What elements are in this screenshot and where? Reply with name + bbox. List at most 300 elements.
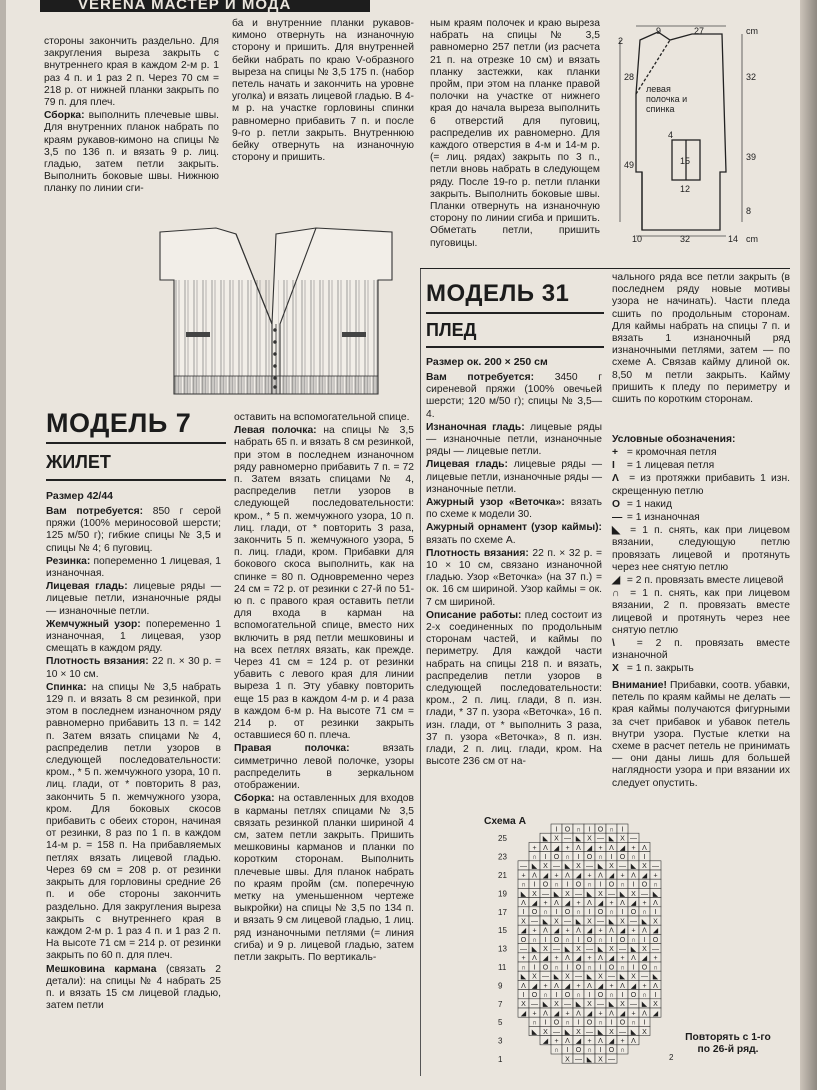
scheme-symbol-icon: O <box>619 936 626 944</box>
scheme-symbol-icon: ∩ <box>619 881 626 889</box>
scheme-symbol-icon: Λ <box>576 927 581 935</box>
scheme-symbol-icon: + <box>609 900 614 907</box>
scheme-row-number: 1 <box>498 1055 503 1064</box>
scheme-symbol-icon: O <box>542 881 549 889</box>
scheme-symbol-icon: X <box>532 890 537 898</box>
scheme-symbol-icon: Λ <box>653 900 658 907</box>
scheme-symbol-icon: Λ <box>554 982 559 990</box>
scheme-symbol-icon: + <box>554 1038 559 1045</box>
legend-symbol-icon: X <box>612 663 619 675</box>
paragraph-text: лицевые ряды — изнаночные петли, изнаночные ряды — лицевые петли. <box>426 421 603 458</box>
model31-rule-2 <box>426 346 604 348</box>
scheme-symbol-icon: — <box>652 863 659 871</box>
paragraph-label: Ажурный орнамент (узор каймы): <box>426 522 602 534</box>
scheme-row-number: 25 <box>498 834 507 844</box>
scheme-symbol-icon: X <box>598 890 603 898</box>
paragraph-text: лицевые ряды — лицевые петли, изнаночные ряды — изнаночные петли. <box>46 581 222 617</box>
dim-top-cm: cm <box>746 26 758 36</box>
scheme-symbol-icon: ◣ <box>531 863 538 871</box>
legend-item <box>612 638 790 662</box>
scheme-row-number: 5 <box>498 1018 503 1028</box>
scheme-symbol-icon: O <box>641 964 648 972</box>
scheme-symbol-icon: — <box>597 1001 604 1009</box>
scheme-symbol-icon: + <box>642 900 647 907</box>
scheme-symbol-icon: I <box>533 964 536 972</box>
scheme-symbol-icon: X <box>576 1028 581 1036</box>
scheme-symbol-icon: ∩ <box>575 909 582 917</box>
scheme-symbol-icon: X <box>554 918 559 926</box>
scheme-symbol-icon: ◢ <box>520 927 527 935</box>
scheme-symbol-icon: I <box>599 881 602 889</box>
scheme-symbol-icon: Λ <box>521 900 526 907</box>
scheme-symbol-icon: X <box>543 946 548 953</box>
scheme-symbol-icon: Λ <box>631 955 636 963</box>
paragraph-text: на спицы № 3,5 набрать 129 п. и вязать 8 см резинкой, при этом в последнем изнаночном ряду равномерно прибавить 13 п. = 142 п. Затем вязать спицами № 4, распределив петли узоров в следующей последовательности: кром., * 5 п. жемчужного узора, 10 п. лиц. глади, от * повторить 8 раз, закончить 5 п. жемчужного узора, кром. Для боковых скосов прибавить с обеих сторон, начиная от резинки, 8 раз по 1 п. в каждом 14-м р. = 158 п. На прибавляемых петлях вязать лицевой гладью. Через 69 см = 208 р. от резинки закрыть для горловины средние 26 п. и обе стороны закончить раздельно. Для закругления выреза закрыть с внутреннего края в каждом 2-м р. 1 раз 4 п. и 1 раз 2 п. На высоте 71 см = 214 р. от резинки закрыть по 60 п. для плеч. <box>46 681 221 962</box>
scheme-symbol-icon: O <box>597 909 604 917</box>
scheme-symbol-icon: + <box>576 982 581 990</box>
legend-item <box>612 460 790 472</box>
paragraph-label: Правая полочка: <box>234 743 350 755</box>
scheme-symbol-icon: + <box>554 872 559 880</box>
paragraph-text: (связать 2 детали): на спицы № 4 набрать 25 п. и вязать 15 см лицевой гладью, затем петли <box>46 963 221 1012</box>
legend-text: = кромочная петля <box>624 447 717 458</box>
scheme-symbol-icon: — <box>553 946 560 953</box>
model7-text-column-1 <box>46 506 221 1012</box>
dim-inner-15: 15 <box>680 156 691 166</box>
paragraph-label: Вам потребуется: <box>46 506 144 517</box>
paragraph <box>46 581 221 618</box>
dim-left-28: 28 <box>624 72 635 82</box>
paragraph <box>426 372 602 421</box>
scheme-row-number: 9 <box>498 981 503 991</box>
scheme-symbol-icon: Λ <box>565 872 570 880</box>
scheme-symbol-icon: Λ <box>543 927 548 935</box>
scheme-symbol-icon: I <box>522 909 525 917</box>
scheme-symbol-icon: I <box>632 964 635 972</box>
scheme-symbol-icon: ◢ <box>608 872 615 880</box>
paragraph-text: стороны закончить раздельно. Для закругления выреза закрыть с внутреннего края в каждом 2-м р. 1 раз 4 п. и 1 раз 2 п. Через 70 см = 218 р. от нижней планки закрыть по 79 п. для плеч. <box>44 36 219 109</box>
scheme-symbol-icon: ◢ <box>597 982 604 990</box>
legend-symbol-icon: Λ <box>612 473 619 485</box>
dim-right-39: 39 <box>746 152 757 162</box>
paragraph <box>426 459 602 496</box>
scheme-symbol-icon: ◣ <box>575 918 582 926</box>
scheme-symbol-icon: I <box>610 936 613 944</box>
scheme-symbol-icon: Λ <box>598 872 603 880</box>
scheme-symbol-icon: Λ <box>609 844 614 852</box>
paragraph-text: вязать по схеме к модели 30. <box>426 497 603 521</box>
scheme-symbol-icon: ∩ <box>553 964 560 972</box>
scheme-symbol-icon: I <box>588 826 591 834</box>
paragraph <box>44 110 219 195</box>
scheme-symbol-icon: ◢ <box>652 927 659 935</box>
scheme-symbol-icon: X <box>653 1001 658 1009</box>
scheme-symbol-icon: — <box>652 946 659 953</box>
scheme-symbol-icon: O <box>586 936 593 944</box>
scheme-symbol-icon: Λ <box>620 900 625 907</box>
legend-text: = из протяжки прибавить 1 изн. скрещенную петлю <box>612 473 790 497</box>
paragraph <box>234 425 414 742</box>
scheme-symbol-icon: X <box>642 946 647 953</box>
scheme-symbol-icon: X <box>598 973 603 981</box>
scheme-symbol-icon: X <box>653 918 658 926</box>
scheme-symbol-icon: I <box>522 992 525 999</box>
scheme-symbol-icon: ∩ <box>608 909 615 917</box>
scheme-symbol-icon: O <box>608 881 615 889</box>
legend-symbol-icon: + <box>612 447 619 458</box>
scheme-symbol-icon: O <box>630 909 637 917</box>
scheme-symbol-icon: ∩ <box>652 881 659 889</box>
scheme-symbol-icon: X <box>631 973 636 981</box>
scheme-symbol-icon: X <box>598 1056 603 1064</box>
paragraph <box>426 610 602 769</box>
scheme-symbol-icon: ∩ <box>575 826 582 834</box>
scheme-symbol-icon: Λ <box>631 1038 636 1045</box>
dim-right-32: 32 <box>746 72 757 82</box>
scheme-symbol-icon: X <box>642 1028 647 1036</box>
paragraph-label: Изнаночная гладь: <box>426 421 525 433</box>
scheme-symbol-icon: ◢ <box>597 900 604 907</box>
paragraph-text: ба и внутренние планки рукавов-кимоно отвернуть на изнаночную сторону и пришить. Для внутренней бейки набрать по краю V-образного выреза на спицы № 3,5 175 п. (набор петель начать и закончить на уровне уголка) и вязать лицевой гладью. В 4-м р. на участке горловины спинки равномерно прибавить 7 п. и после 9-го р. петли закрыть. Внутреннюю бейку отвернуть на изнаночную сторону и пришить. <box>232 18 414 164</box>
scheme-symbol-icon: + <box>642 982 647 990</box>
scheme-symbol-icon: ◣ <box>531 946 538 953</box>
paragraph-text: 850 г серой пряжи (100% мериносовой шерсти; 125 м/50 г); гибкие спицы № 3,5 и спицы № 4; 6 пуговиц. <box>46 506 221 554</box>
scheme-symbol-icon: I <box>632 881 635 889</box>
scheme-symbol-icon: ∩ <box>531 854 538 861</box>
scheme-symbol-icon: ◣ <box>630 1028 637 1036</box>
paragraph-text: лицевые ряды — лицевые петли, изнаночные ряды — изнаночные петли. <box>426 459 603 495</box>
scheme-symbol-icon: I <box>621 992 624 999</box>
scheme-symbol-icon: + <box>631 927 636 935</box>
scheme-symbol-icon: ∩ <box>531 936 538 944</box>
scheme-symbol-icon: I <box>533 881 536 889</box>
model31-text-column-1 <box>426 372 602 769</box>
scheme-symbol-icon: ∩ <box>630 936 637 944</box>
scheme-symbol-icon: ∩ <box>652 964 659 972</box>
scheme-row-number: 19 <box>498 889 507 899</box>
scheme-symbol-icon: O <box>531 992 538 999</box>
scheme-symbol-icon: ◢ <box>608 955 615 963</box>
dim-top-9: 9 <box>656 26 662 36</box>
legend-text: = 2 п. провязать вместе лицевой <box>624 575 784 587</box>
scheme-symbol-icon: — <box>564 835 571 843</box>
scheme-symbol-icon: X <box>620 835 625 843</box>
scheme-symbol-icon: ◢ <box>553 844 560 852</box>
legend-symbol-icon: I <box>612 460 615 472</box>
scheme-symbol-icon: + <box>598 1010 603 1018</box>
legend-symbol-icon: O <box>612 498 621 510</box>
scheme-symbol-icon: ◢ <box>630 900 637 907</box>
scheme-symbol-icon: + <box>653 955 658 963</box>
scheme-symbol-icon: O <box>641 881 648 889</box>
legend-text: = 1 накид <box>624 498 673 510</box>
scheme-symbol-icon: ◢ <box>520 1010 527 1018</box>
scheme-symbol-icon: — <box>564 918 571 926</box>
scheme-row-number: 17 <box>498 907 507 917</box>
scheme-symbol-icon: ∩ <box>553 881 560 889</box>
paragraph <box>46 964 221 1013</box>
scheme-symbol-icon: I <box>654 992 657 999</box>
scheme-symbol-icon: — <box>542 973 549 981</box>
paragraph-text: вязать по схеме А. <box>426 534 516 546</box>
scheme-symbol-icon: + <box>532 844 537 852</box>
paragraph <box>46 682 221 963</box>
scheme-symbol-icon: O <box>597 992 604 999</box>
dim-inner-12: 12 <box>680 184 691 194</box>
scheme-symbol-icon: ∩ <box>564 854 571 861</box>
scheme-symbol-icon: ◣ <box>608 835 615 843</box>
paragraph-label: Сборка: <box>44 110 85 122</box>
scheme-symbol-icon: Λ <box>532 872 537 880</box>
scheme-symbol-icon: X <box>609 946 614 953</box>
scheme-symbol-icon: — <box>575 973 582 981</box>
scheme-symbol-icon: — <box>630 918 637 926</box>
paragraph <box>430 18 600 250</box>
scheme-symbol-icon: ◣ <box>564 863 571 871</box>
model7-size: Размер 42/44 <box>46 490 114 502</box>
scheme-symbol-icon: O <box>553 936 560 944</box>
scheme-symbol-icon: Λ <box>631 872 636 880</box>
scheme-symbol-icon: — <box>520 946 527 953</box>
scheme-symbol-icon: ◣ <box>608 1001 615 1009</box>
scheme-symbol-icon: X <box>587 918 592 926</box>
magazine-page <box>6 0 806 1090</box>
paragraph-text: оставить на вспомогательной спице. <box>234 412 410 423</box>
legend-text: = 1 лицевая петля <box>624 460 715 472</box>
legend-symbol-icon: — <box>612 512 623 524</box>
scheme-symbol-icon: X <box>587 835 592 843</box>
scheme-symbol-icon: + <box>587 955 592 963</box>
scheme-symbol-icon: O <box>630 992 637 999</box>
paragraph-text: попеременно 1 лицевая, 1 изнаночная. <box>46 555 221 580</box>
scheme-symbol-icon: Λ <box>609 927 614 935</box>
scheme-symbol-icon: ◢ <box>553 927 560 935</box>
center-divider <box>420 268 421 1076</box>
top-text-column-2 <box>232 18 414 164</box>
paragraph-label: Спинка: <box>46 681 87 693</box>
legend-item <box>612 663 790 675</box>
scheme-symbol-icon: O <box>564 826 571 834</box>
scheme-symbol-icon: O <box>520 936 527 944</box>
top-text-column-3 <box>430 18 600 250</box>
scheme-symbol-icon: X <box>521 918 526 926</box>
scheme-symbol-icon: ∩ <box>542 992 549 999</box>
scheme-symbol-icon: ◣ <box>575 1001 582 1009</box>
scheme-symbol-icon: ◣ <box>542 918 549 926</box>
scheme-symbol-icon: X <box>532 973 537 981</box>
scheme-symbol-icon: + <box>587 1038 592 1045</box>
scheme-symbol-icon: — <box>531 918 538 926</box>
scheme-row-number: 23 <box>498 852 507 862</box>
scheme-symbol-icon: O <box>553 1019 560 1027</box>
scheme-symbol-icon: X <box>565 890 570 898</box>
scheme-symbol-icon: O <box>575 881 582 889</box>
paragraph <box>612 272 790 406</box>
scheme-symbol-icon: O <box>553 854 560 861</box>
paragraph <box>46 656 221 680</box>
scheme-symbol-icon: ◣ <box>586 1056 593 1064</box>
scheme-symbol-icon: X <box>620 1001 625 1009</box>
dim-left-49: 49 <box>624 160 635 170</box>
scheme-symbol-icon: ◣ <box>608 918 615 926</box>
legend-text: = 1 п. снять, как при лицевом вязании, следующую петлю провязать лицевой и протянуть через нее снятую петлю <box>612 525 790 573</box>
paragraph-label: Сборка: <box>234 793 275 805</box>
scheme-symbol-icon: ∩ <box>520 964 527 972</box>
scheme-a-chart <box>492 818 692 1080</box>
scheme-symbol-icon: — <box>619 1028 626 1036</box>
scheme-symbol-icon: ∩ <box>630 1019 637 1027</box>
scheme-symbol-icon: — <box>608 890 615 898</box>
scheme-symbol-icon: Λ <box>642 1010 647 1018</box>
scheme-symbol-icon: + <box>598 844 603 852</box>
scheme-symbol-icon: + <box>565 844 570 852</box>
scheme-symbol-icon: ◣ <box>531 1028 538 1036</box>
scheme-symbol-icon: ∩ <box>520 881 527 889</box>
header-banner-text: VERENA МАСТЕР И МОДА <box>78 0 292 13</box>
scheme-symbol-icon: Λ <box>620 982 625 990</box>
scheme-symbol-icon: ◣ <box>641 1001 648 1009</box>
scheme-symbol-icon: ∩ <box>586 1047 593 1055</box>
scheme-symbol-icon: — <box>608 1056 615 1064</box>
scheme-symbol-icon: O <box>586 1019 593 1027</box>
scheme-symbol-icon: — <box>542 890 549 898</box>
scheme-row-number: 13 <box>498 944 507 954</box>
scheme-symbol-icon: + <box>543 982 548 990</box>
top-text-column-1 <box>44 36 219 196</box>
scheme-symbol-icon: O <box>608 964 615 972</box>
scheme-symbol-icon: ∩ <box>597 854 604 861</box>
scheme-symbol-icon: ◣ <box>586 973 593 981</box>
scheme-symbol-icon: I <box>599 964 602 972</box>
paragraph <box>232 18 414 164</box>
scheme-label: Схема А <box>484 816 527 827</box>
model7-rule-2 <box>46 479 226 481</box>
scheme-symbol-icon: ∩ <box>619 1047 626 1055</box>
scheme-symbol-icon: ∩ <box>564 936 571 944</box>
legend-item <box>612 575 790 587</box>
paragraph-label: Лицевая гладь: <box>46 581 128 593</box>
paragraph-label: Плотность вязания: <box>426 547 529 559</box>
scheme-symbol-icon: ◢ <box>619 927 626 935</box>
scheme-row-number: 7 <box>498 999 503 1009</box>
scheme-symbol-icon: I <box>544 1019 547 1027</box>
scheme-symbol-icon: Λ <box>642 927 647 935</box>
legend-text: = 1 п. закрыть <box>624 663 694 675</box>
scheme-symbol-icon: O <box>575 964 582 972</box>
scheme-symbol-icon: X <box>565 1056 570 1064</box>
scheme-symbol-icon: I <box>643 854 646 861</box>
scheme-symbol-icon: ◢ <box>641 955 648 963</box>
scheme-symbol-icon: ◢ <box>641 872 648 880</box>
scheme-symbol-icon: I <box>588 992 591 999</box>
schematic-label: левая полочка и спинка <box>646 84 688 114</box>
scheme-symbol-icon: X <box>609 1028 614 1036</box>
scheme-symbol-icon: X <box>521 1001 526 1009</box>
paragraph-label: Левая полочка: <box>234 425 317 437</box>
paragraph <box>44 36 219 109</box>
dim-bottom-32: 32 <box>680 234 691 244</box>
scheme-symbol-icon: ∩ <box>531 1019 538 1027</box>
scheme-symbol-icon: X <box>554 1001 559 1009</box>
scheme-symbol-icon: — <box>597 918 604 926</box>
scheme-symbol-icon: ∩ <box>553 1047 560 1055</box>
scheme-symbol-icon: ∩ <box>586 964 593 972</box>
scheme-symbol-icon: X <box>620 918 625 926</box>
scheme-symbol-icon: — <box>597 835 604 843</box>
scheme-symbol-icon: ∩ <box>608 992 615 999</box>
scheme-symbol-icon: ∩ <box>564 1019 571 1027</box>
scheme-symbol-icon: I <box>610 854 613 861</box>
scheme-symbol-icon: — <box>586 946 593 953</box>
scheme-symbol-icon: O <box>575 1047 582 1055</box>
scheme-symbol-icon: — <box>619 946 626 953</box>
scheme-symbol-icon: X <box>543 1028 548 1036</box>
paragraph-text: ным краям полочек и краю выреза набрать на спицы № 3,5 равномерно 257 петли (из расчета 21 п. на отрезке 10 см) и вязать планку застежки, как планки пройм, при этом на планке правой полочки на участке от нижнего края до начала выреза выполнить 6 отверстий для пуговиц, распределив их равномерно. Для каждого отверстия в 4-м и 14-м р. (= лиц. рядах) закрыть по 3 п., петли вновь набрать в следующем ряду. После 19-го р. петли планки закрыть. Выполнить боковые швы. Планки отвернуть на изнаночную сторону по линии сгиба и пришить. Обметать петли, пришить пуговицы. <box>430 18 600 249</box>
scheme-symbol-icon: Λ <box>609 1010 614 1018</box>
scheme-symbol-icon: + <box>631 844 636 852</box>
scheme-symbol-icon: X <box>543 863 548 871</box>
scheme-symbol-icon: ◢ <box>619 1010 626 1018</box>
scheme-symbol-icon: — <box>641 973 648 981</box>
scheme-symbol-icon: Λ <box>543 844 548 852</box>
scheme-symbol-icon: ∩ <box>641 909 648 917</box>
dim-top-2: 2 <box>618 36 624 46</box>
scheme-symbol-icon: + <box>521 955 526 963</box>
scheme-symbol-icon: I <box>599 1047 602 1055</box>
scheme-symbol-icon: ◢ <box>630 982 637 990</box>
dim-top-27: 27 <box>694 26 705 36</box>
scheme-symbol-icon: I <box>544 854 547 861</box>
legend-list <box>612 447 790 676</box>
scheme-symbol-icon: ◣ <box>641 918 648 926</box>
scheme-symbol-icon: + <box>565 927 570 935</box>
scheme-symbol-icon: + <box>565 1010 570 1018</box>
scheme-symbol-icon: ◢ <box>586 844 593 852</box>
scheme-symbol-icon: — <box>575 1056 582 1064</box>
scheme-symbol-icon: O <box>564 992 571 999</box>
scheme-symbol-icon: I <box>544 936 547 944</box>
note-paragraph <box>612 680 790 790</box>
scheme-symbol-icon: X <box>565 973 570 981</box>
paragraph-text: вязать симметрично левой полочке, узоры распределить в зеркальном отображении. <box>234 743 414 792</box>
scheme-symbol-icon: Λ <box>642 844 647 852</box>
scheme-symbol-icon: Λ <box>576 1010 581 1018</box>
scheme-row-number: 15 <box>498 926 507 936</box>
scheme-symbol-icon: + <box>554 955 559 963</box>
paragraph <box>426 548 602 609</box>
paragraph-label: Резинка: <box>46 555 91 567</box>
paragraph <box>426 497 602 521</box>
paragraph-text: попеременно 1 изнаночная, 1 лицевая, узор смещать в каждом ряду. <box>46 618 221 655</box>
scheme-symbol-icon: I <box>555 826 558 834</box>
scheme-symbol-icon: ◣ <box>586 890 593 898</box>
scheme-symbol-icon: X <box>587 1001 592 1009</box>
model31-text-column-2 <box>612 272 790 406</box>
pattern-schematic <box>610 22 770 244</box>
scheme-symbol-icon: + <box>653 872 658 880</box>
scheme-symbol-icon: ◢ <box>553 1010 560 1018</box>
paragraph-label: Жемчужный узор: <box>46 618 141 630</box>
scheme-symbol-icon: — <box>553 1028 560 1036</box>
scheme-symbol-icon: I <box>577 1019 580 1027</box>
paragraph-text: 22 п. × 30 р. = 10 × 10 см. <box>46 656 221 680</box>
scheme-symbol-icon: ◢ <box>542 955 549 963</box>
legend-symbol-icon: ◣ <box>612 525 620 537</box>
scheme-symbol-icon: ◢ <box>564 982 571 990</box>
model31-subtitle: ПЛЕД <box>426 320 477 340</box>
scheme-symbol-icon: ◢ <box>542 872 549 880</box>
scheme-symbol-icon: ∩ <box>586 881 593 889</box>
